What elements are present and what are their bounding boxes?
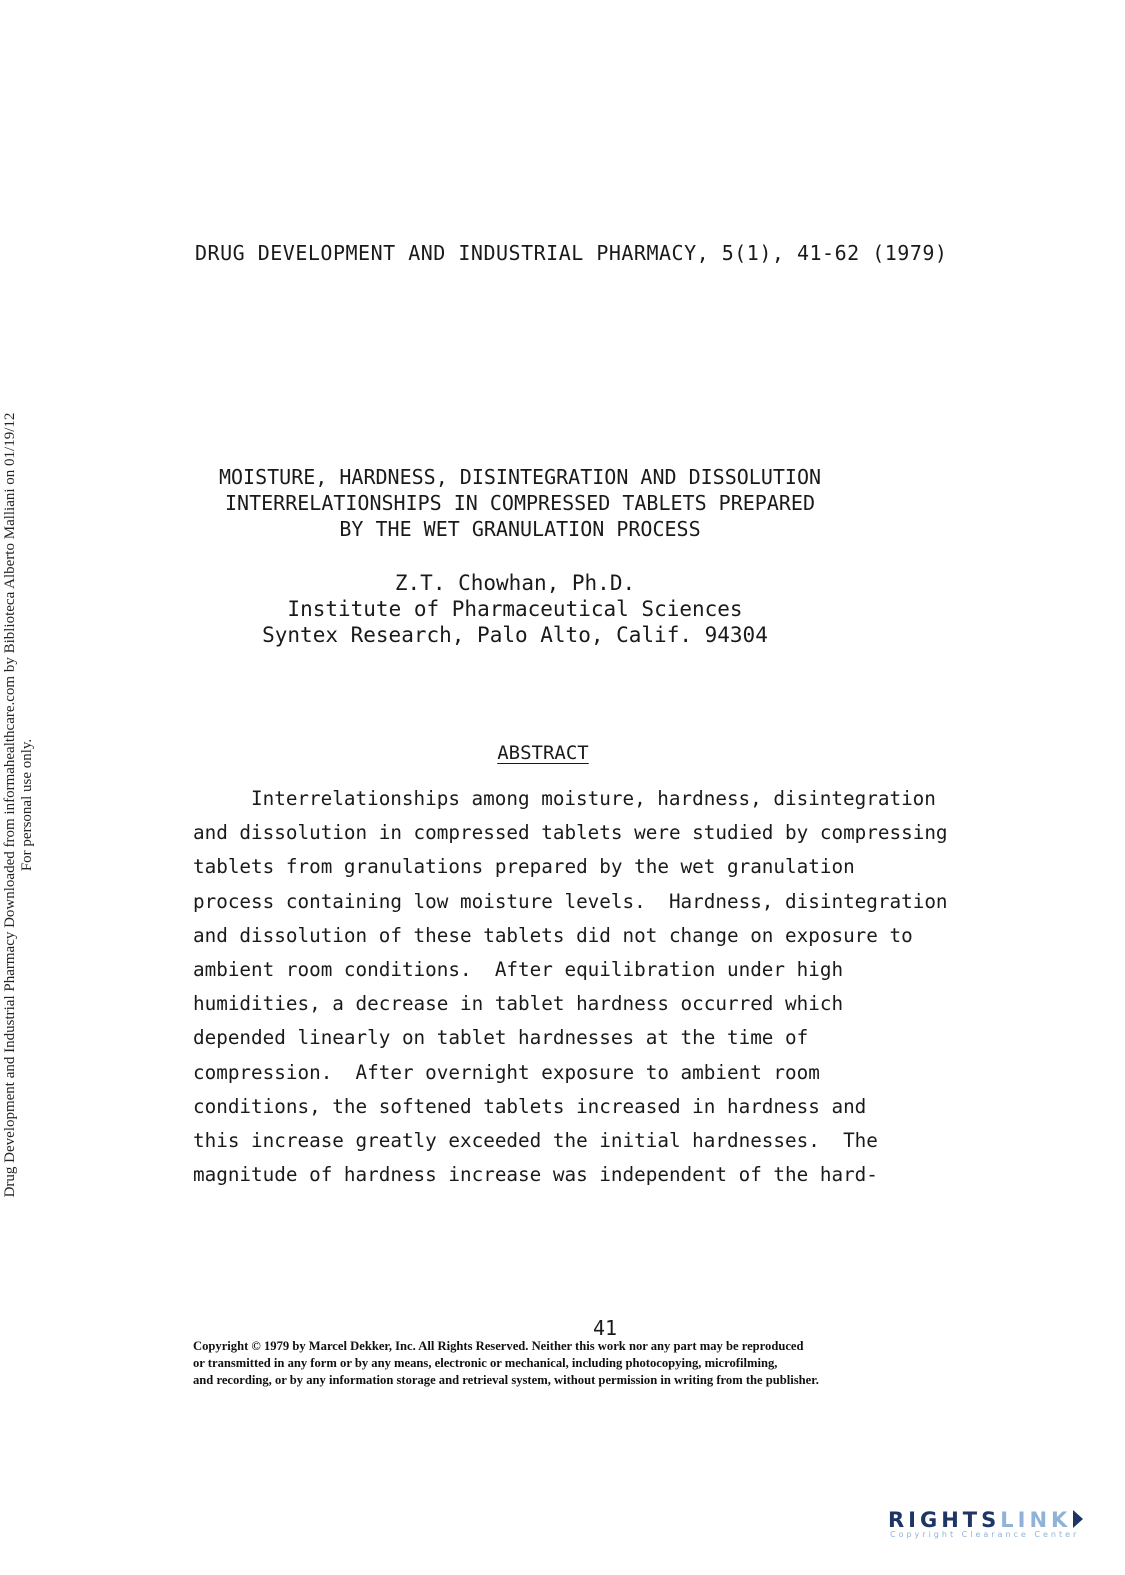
abstract-line: and dissolution of these tablets did not change on exposure to [193, 923, 913, 947]
rightslink-dark-text: RIGHTS [888, 1508, 1001, 1532]
abstract-line: compression. After overnight exposure to ambient room [193, 1060, 820, 1084]
download-watermark-line-2: For personal use only. [19, 738, 35, 872]
abstract-line: conditions, the softened tablets increased in hardness and [193, 1094, 867, 1118]
rightslink-logo[interactable] [888, 1508, 1103, 1548]
journal-header: DRUG DEVELOPMENT AND INDUSTRIAL PHARMACY, 5(1), 41-62 (1979) [195, 241, 948, 265]
copyright-line-3: and recording, or by any information storage and retrieval system, without permission in writing from the publisher. [193, 1373, 819, 1387]
title-line-1: MOISTURE, HARDNESS, DISINTEGRATION AND DISSOLUTION [218, 465, 822, 489]
title-line-3: BY THE WET GRANULATION PROCESS [339, 517, 701, 541]
author-block [215, 570, 815, 648]
abstract-line: this increase greatly exceeded the initial hardnesses. The [193, 1129, 878, 1153]
download-watermark-line-1: Drug Development and Industrial Pharmacy Downloaded from informahealthcare.com by Biblioteca Alberto Malliani on 01/19/12 [2, 412, 18, 1198]
abstract-heading-text: ABSTRACT [497, 742, 589, 764]
rightslink-wordmark [888, 1508, 1103, 1532]
rightslink-light-text: LINK [1000, 1508, 1072, 1532]
abstract-line: process containing low moisture levels. Hardness, disintegration [193, 889, 948, 913]
rightslink-arrow-icon [1073, 1510, 1083, 1528]
abstract-line: magnitude of hardness increase was independent of the hard- [193, 1163, 878, 1187]
copyright-line-1: Copyright © 1979 by Marcel Dekker, Inc. All Rights Reserved. Neither this work nor any part may be reproduced [193, 1339, 804, 1353]
title-line-2: INTERRELATIONSHIPS IN COMPRESSED TABLETS PREPARED [224, 491, 815, 515]
copyright-line-2: or transmitted in any form or by any means, electronic or mechanical, including photocopying, microfilming, [193, 1356, 778, 1370]
abstract-line: depended linearly on tablet hardnesses at the time of [193, 1026, 809, 1050]
abstract-line: humidities, a decrease in tablet hardness occurred which [193, 992, 844, 1016]
author-address: Syntex Research, Palo Alto, Calif. 94304 [262, 623, 768, 647]
author-institute: Institute of Pharmaceutical Sciences [287, 597, 743, 621]
abstract-line: Interrelationships among moisture, hardness, disintegration [251, 787, 936, 810]
abstract-heading [468, 742, 618, 764]
rightslink-subtitle: Copyright Clearance Center [890, 1530, 1080, 1539]
paper-title [200, 464, 840, 542]
copyright-notice [193, 1338, 913, 1389]
download-watermark [2, 365, 36, 1245]
abstract-body [193, 782, 953, 1192]
abstract-line: and dissolution in compressed tablets were studied by compressing [193, 821, 948, 845]
page-number: 41 [592, 1316, 618, 1340]
abstract-line: ambient room conditions. After equilibration under high [193, 958, 844, 982]
abstract-line: tablets from granulations prepared by the wet granulation [193, 855, 855, 879]
author-name: Z.T. Chowhan, Ph.D. [394, 571, 636, 595]
